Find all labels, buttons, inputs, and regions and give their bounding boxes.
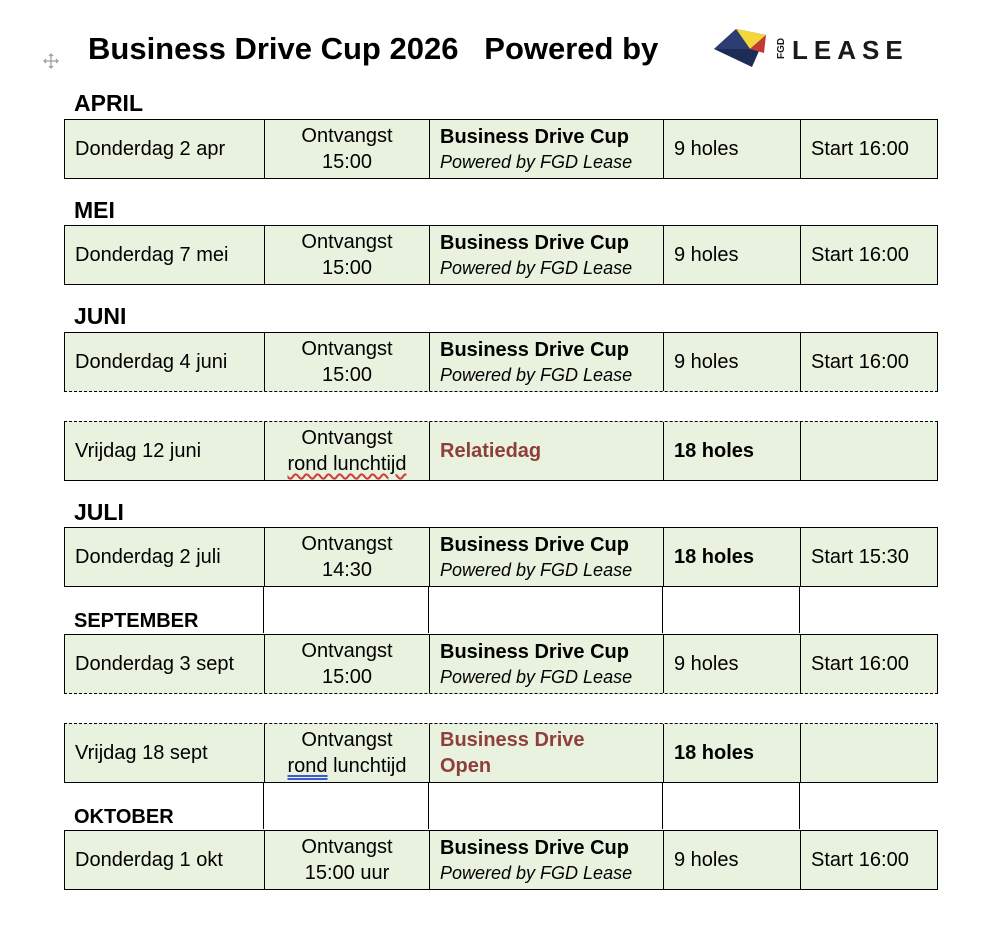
date-cell: Donderdag 2 juli xyxy=(65,528,265,586)
spellcheck-underline: rond lunchtijd xyxy=(287,453,407,475)
table-row xyxy=(64,225,938,285)
reception-cell: Ontvangst rond lunchtijd xyxy=(265,422,430,480)
date-cell: Donderdag 4 juni xyxy=(65,333,265,391)
table-row xyxy=(64,421,938,481)
event-cell: Relatiedag xyxy=(430,422,664,480)
date-cell: Donderdag 7 mei xyxy=(65,226,265,284)
table-row xyxy=(64,634,938,694)
start-cell: Start 16:00 xyxy=(811,653,909,675)
move-handle-icon[interactable] xyxy=(42,52,60,70)
holes-cell: 18 holes xyxy=(664,724,801,782)
grammar-underline: rond xyxy=(287,755,328,777)
start-cell xyxy=(801,724,937,782)
logo-fgd-text: FGD xyxy=(776,37,787,59)
date-cell: Donderdag 3 sept xyxy=(65,635,265,693)
event-cell: Business Drive Cup Powered by FGD Lease xyxy=(430,831,664,889)
event-cell: Business Drive Open xyxy=(430,724,664,782)
holes-cell: 9 holes xyxy=(664,226,801,284)
event-cell: Business Drive Cup Powered by FGD Lease xyxy=(430,635,664,693)
reception-cell: Ontvangst 15:00 uur xyxy=(265,831,430,889)
date-cell: Donderdag 1 okt xyxy=(65,831,265,889)
month-heading-mei: MEI xyxy=(74,197,115,223)
logo-mark-icon xyxy=(714,29,766,67)
month-heading-juni: JUNI xyxy=(74,303,127,329)
reception-cell: Ontvangst 14:30 xyxy=(265,528,430,586)
month-heading-september: SEPTEMBER xyxy=(74,610,199,632)
start-cell: Start 16:00 xyxy=(811,849,909,871)
empty-table-row xyxy=(64,783,938,829)
holes-cell: 9 holes xyxy=(664,120,801,178)
date-cell: Vrijdag 12 juni xyxy=(65,422,265,480)
table-row xyxy=(64,119,938,179)
table-row xyxy=(64,830,938,890)
holes-cell: 9 holes xyxy=(664,635,801,693)
event-cell: Business Drive Cup Powered by FGD Lease xyxy=(430,333,664,391)
holes-cell: 18 holes xyxy=(664,422,801,480)
event-cell: Business Drive Cup Powered by FGD Lease xyxy=(430,528,664,586)
start-cell: Start 15:30 xyxy=(811,546,909,568)
start-cell xyxy=(801,422,937,480)
table-row xyxy=(64,723,938,783)
holes-cell: 18 holes xyxy=(664,528,801,586)
reception-cell: Ontvangst 15:00 xyxy=(265,120,430,178)
month-heading-juli: JULI xyxy=(74,499,124,525)
reception-cell: Ontvangst rond lunchtijd xyxy=(265,724,430,782)
table-row xyxy=(64,332,938,392)
table-row xyxy=(64,527,938,587)
date-cell: Donderdag 2 apr xyxy=(65,120,265,178)
reception-cell: Ontvangst 15:00 xyxy=(265,333,430,391)
month-heading-april: APRIL xyxy=(74,90,143,116)
reception-cell: Ontvangst 15:00 xyxy=(265,226,430,284)
page-title: Business Drive Cup 2026 Powered by xyxy=(88,31,659,66)
month-heading-oktober: OKTOBER xyxy=(74,806,174,828)
event-cell: Business Drive Cup Powered by FGD Lease xyxy=(430,120,664,178)
fgd-lease-logo xyxy=(712,23,912,69)
start-cell: Start 16:00 xyxy=(811,351,909,373)
reception-cell: Ontvangst 15:00 xyxy=(265,635,430,693)
event-cell: Business Drive Cup Powered by FGD Lease xyxy=(430,226,664,284)
date-cell: Vrijdag 18 sept xyxy=(65,724,265,782)
start-cell: Start 16:00 xyxy=(811,138,909,160)
logo-lease-text: LEASE xyxy=(792,35,909,65)
holes-cell: 9 holes xyxy=(664,333,801,391)
start-cell: Start 16:00 xyxy=(811,244,909,266)
holes-cell: 9 holes xyxy=(664,831,801,889)
